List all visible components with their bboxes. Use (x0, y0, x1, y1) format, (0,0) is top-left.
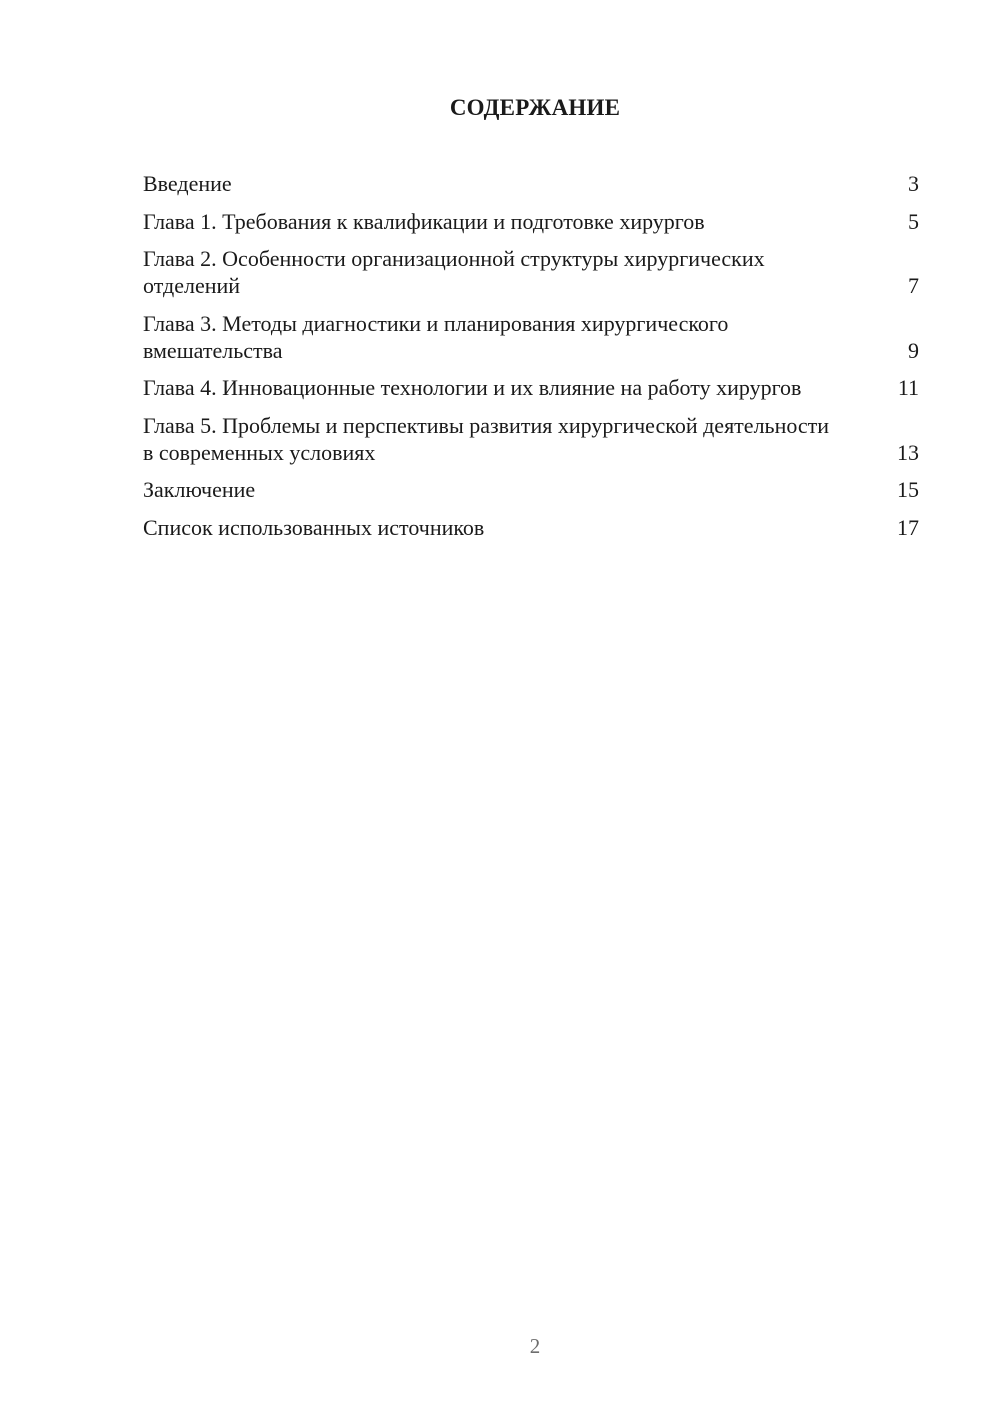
toc-entry-page: 15 (897, 477, 919, 502)
toc-entry-page: 17 (897, 514, 919, 540)
toc-entry-page: 5 (908, 208, 919, 234)
toc-entry-title: Глава 5. Проблемы и перспективы развития хирургической деятельности в современных условиях (143, 412, 830, 465)
toc-entry-title: Глава 2. Особенности организационной структуры хирургических отделений (143, 246, 765, 298)
toc-entry-title: Список использованных источников (143, 514, 485, 540)
toc-entry-page: 3 (908, 171, 919, 196)
toc-entry-chapter-2 (143, 245, 919, 299)
toc-entry-page: 11 (897, 375, 919, 400)
toc-entry-chapter-1 (143, 208, 919, 235)
page-number: 2 (529, 1334, 541, 1358)
table-of-contents (143, 170, 919, 551)
toc-entry-title: Глава 1. Требования к квалификации и подготовке хирургов (143, 208, 705, 234)
toc-entry-conclusion (143, 476, 919, 503)
toc-entry-chapter-3 (143, 310, 919, 364)
toc-entry-references (143, 514, 919, 541)
toc-entry-chapter-5 (143, 412, 919, 466)
page-title: СОДЕРЖАНИЕ (449, 95, 621, 120)
toc-entry-page: 13 (897, 439, 919, 465)
toc-entry-title: Заключение (143, 477, 256, 502)
toc-entry-introduction (143, 170, 919, 197)
toc-entry-title: Глава 4. Инновационные технологии и их влияние на работу хирургов (143, 375, 802, 400)
toc-entry-page: 9 (908, 337, 919, 363)
toc-entry-title: Введение (143, 171, 232, 196)
toc-entry-page: 7 (908, 273, 919, 298)
toc-entry-chapter-4 (143, 374, 919, 401)
toc-entry-title: Глава 3. Методы диагностики и планирования хирургического вмешательства (143, 310, 729, 363)
